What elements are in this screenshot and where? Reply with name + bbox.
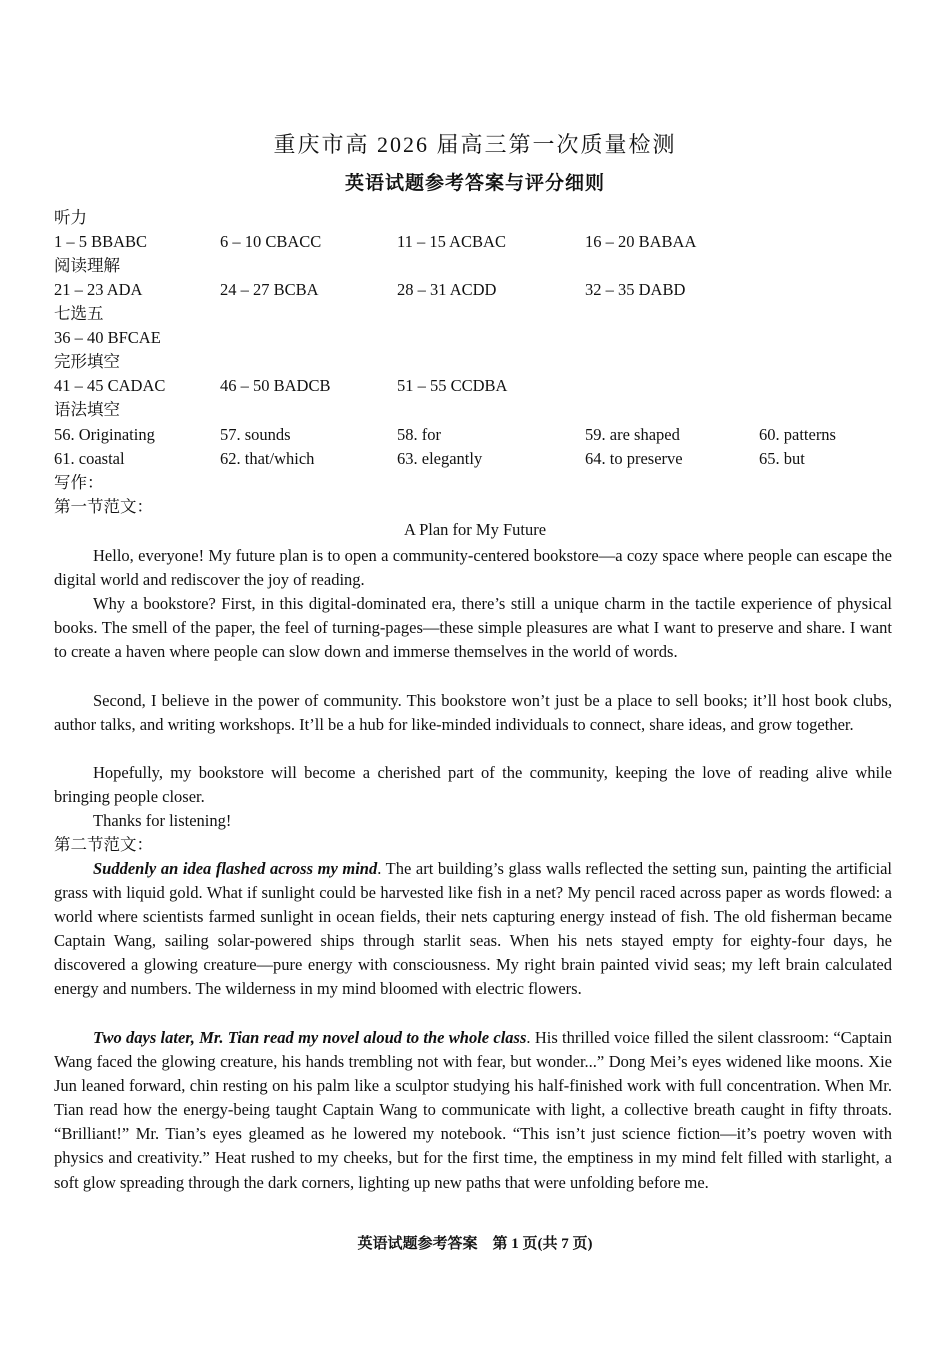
- answer-item: 62. that/which: [220, 449, 315, 468]
- section-label-listening: 听力: [54, 208, 87, 227]
- essay1-paragraph: Thanks for listening!: [93, 811, 232, 830]
- essay2-body: . His thrilled voice filled the silent classroom: “Captain Wang faced the glowing creature, his hands trembling not with fear, but wonder...” Dong Mei’s eyes widened like moons. Xie Jun leaned forward, chin resting on his palm like a sculptor studying his half-finished work with full concentration. When Mr. Tian read how the energy-being taught Captain Wang to communicate with light, a collective breath caught in fifty throats. “Brilliant!” Mr. Tian’s eyes gleamed as he lowered my notebook. “This isn’t just science fiction—it’s poetry woven with physics and creativity.” Heat rushed to my cheeks, but for the first time, the emptiness in my mind felt filled with starlight, a soft glow spreading through the dark corners, lighting up new paths that were unfolding before me.: [54, 1028, 892, 1192]
- answer-group: 28 – 31 ACDD: [397, 280, 497, 299]
- essay1-paragraph: Hopefully, my bookstore will become a cherished part of the community, keeping the love of reading alive while bringing people closer.: [54, 763, 892, 807]
- answer-group: 24 – 27 BCBA: [220, 280, 319, 299]
- essay2-paragraph: [54, 1026, 892, 1195]
- page-footer: 英语试题参考答案 第 1 页(共 7 页): [357, 1236, 593, 1252]
- answer-group: 6 – 10 CBACC: [220, 232, 322, 251]
- essay1-paragraph: Why a bookstore? First, in this digital-dominated era, there’s still a unique charm in the tactile experience of physical books. The smell of the paper, the feel of turning-pages—these simple pleasures are what I want to preserve and share. I want to create a haven where people can slow down and immerse themselves in the world of words.: [54, 594, 892, 662]
- answer-item: 56. Originating: [54, 425, 155, 444]
- essay-title: A Plan for My Future: [403, 520, 547, 539]
- section-label-writing: 写作：: [54, 473, 104, 492]
- section-label-writing-part2: 第二节范文：: [54, 835, 153, 854]
- section-label-grammar: 语法填空: [54, 400, 120, 419]
- answer-group: 46 – 50 BADCB: [220, 376, 331, 395]
- essay2-body: . The art building’s glass walls reflected the setting sun, painting the artificial grass with liquid gold. What if sunlight could be harvested like fish in a net? My pencil raced across paper as words flowed: a world where scientists farmed sunlight in ocean fields, their nets capturing energy instead of fish. The old fisherman became Captain Wang, sailing solar-powered ships through starlit seas. When his nets stayed empty for eighty-four days, he discovered a glowing creature—pure energy with consciousness. My right brain painted vivid seas; my left brain calculated energy and numbers. The wilderness in my mind bloomed with electric flowers.: [54, 859, 892, 999]
- answer-group: 21 – 23 ADA: [54, 280, 143, 299]
- answer-group: 36 – 40 BFCAE: [54, 328, 161, 347]
- page-title: 重庆市高 2026 届高三第一次质量检测: [273, 132, 677, 157]
- answer-item: 60. patterns: [759, 425, 836, 444]
- answer-item: 57. sounds: [220, 425, 291, 444]
- essay2-lead-sentence: Two days later, Mr. Tian read my novel aloud to the whole class: [93, 1028, 527, 1047]
- answer-group: 51 – 55 CCDBA: [397, 376, 508, 395]
- answer-group: 1 – 5 BBABC: [54, 232, 148, 251]
- essay2-paragraph: [54, 857, 892, 1002]
- page-subtitle: 英语试题参考答案与评分细则: [344, 173, 605, 194]
- answer-item: 64. to preserve: [585, 449, 683, 468]
- answer-item: 59. are shaped: [585, 425, 680, 444]
- section-label-reading: 阅读理解: [54, 256, 120, 275]
- section-label-seven-choose-five: 七选五: [54, 304, 104, 323]
- answer-item: 65. but: [759, 449, 805, 468]
- answer-item: 58. for: [397, 425, 441, 444]
- answer-group: 16 – 20 BABAA: [585, 232, 697, 251]
- answer-item: 63. elegantly: [397, 449, 483, 468]
- answer-group: 32 – 35 DABD: [585, 280, 686, 299]
- answer-group: 11 – 15 ACBAC: [397, 232, 506, 251]
- answer-group: 41 – 45 CADAC: [54, 376, 166, 395]
- essay1-paragraph: Hello, everyone! My future plan is to open a community-centered bookstore—a cozy space where people can escape the digital world and rediscover the joy of reading.: [54, 546, 892, 590]
- essay1-paragraph: Second, I believe in the power of community. This bookstore won’t just be a place to sell books; it’ll host book clubs, author talks, and writing workshops. It’ll be a hub for like-minded individuals to connect, share ideas, and grow together.: [54, 691, 892, 735]
- answer-item: 61. coastal: [54, 449, 125, 468]
- section-label-writing-part1: 第一节范文：: [54, 497, 153, 516]
- essay2-lead-sentence: Suddenly an idea flashed across my mind: [93, 859, 378, 878]
- section-label-cloze: 完形填空: [54, 352, 120, 371]
